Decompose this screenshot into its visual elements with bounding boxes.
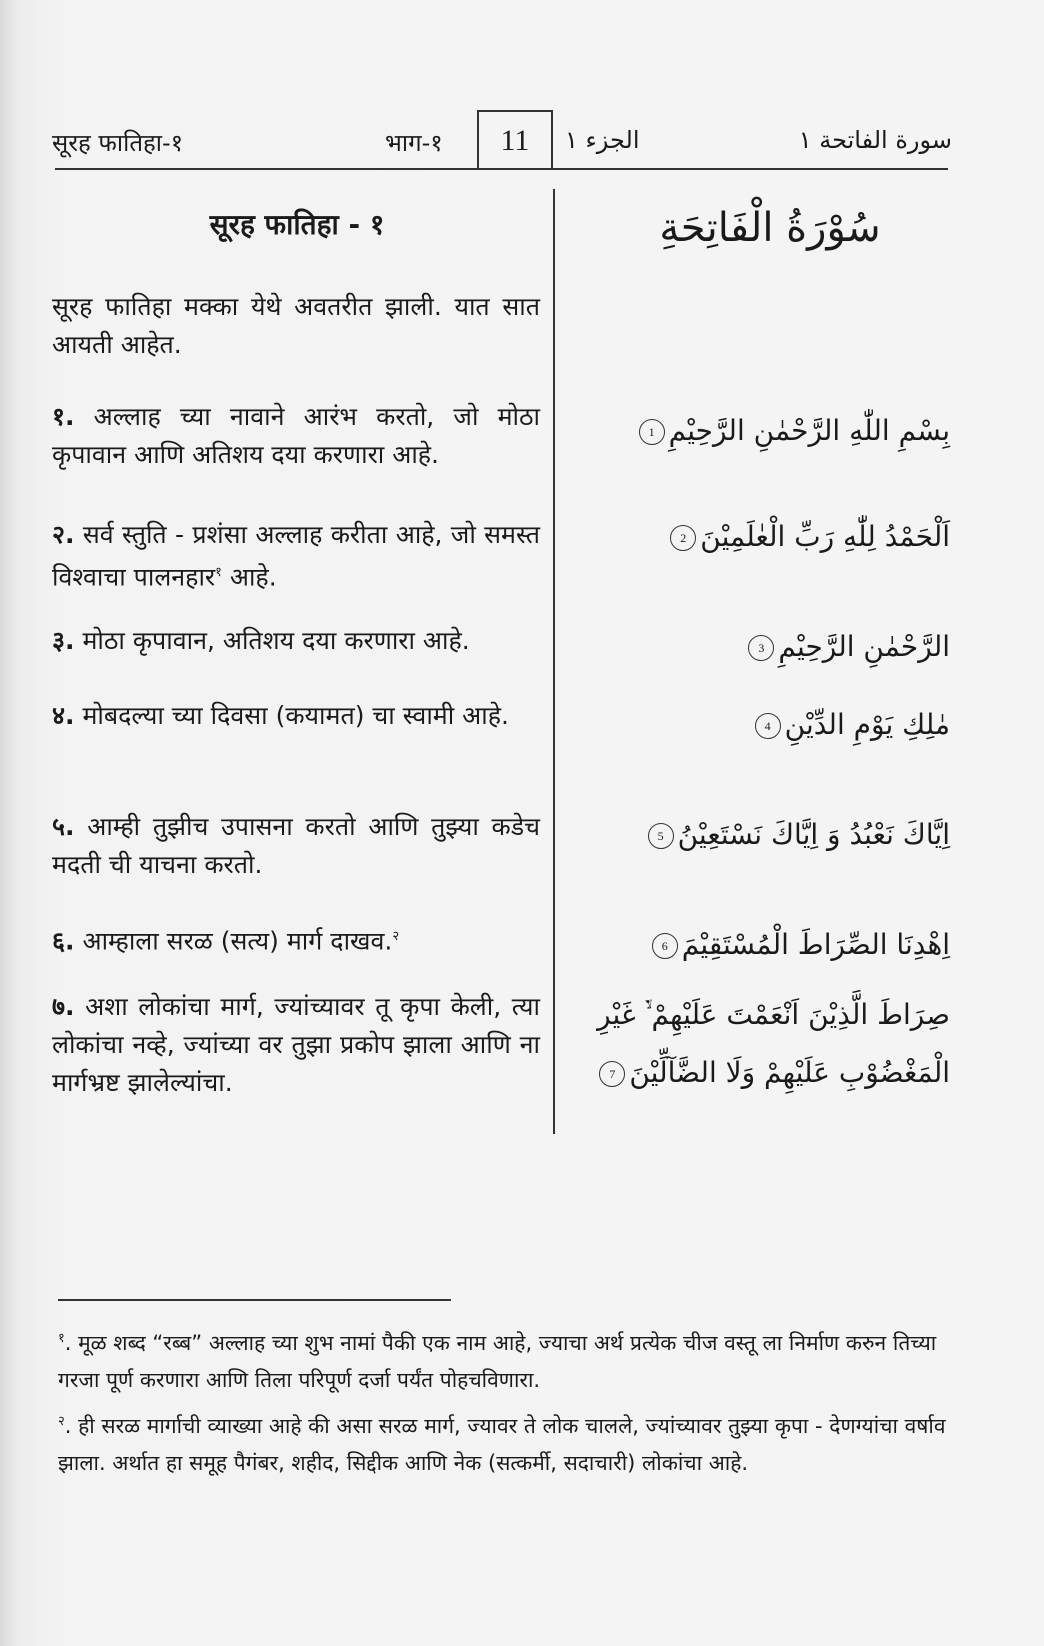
ayah-marker: 4 bbox=[755, 713, 781, 739]
verse-text: मोबदल्या च्या दिवसा (कयामत) चा स्वामी आहे. bbox=[82, 701, 509, 730]
verse-1-translation bbox=[52, 398, 540, 474]
footnote-2 bbox=[58, 1403, 960, 1482]
arabic-text: مٰلِكِ يَوْمِ الدِّيْنِ bbox=[784, 708, 950, 741]
verse-text: अल्लाह च्या नावाने आरंभ करतो, जो मोठा कृपावान आणि अतिशय दया करणारा आहे. bbox=[52, 402, 540, 469]
arabic-title: سُوْرَةُ الْفَاتِحَةِ bbox=[659, 205, 881, 251]
section-title: सूरह फातिहा - १ bbox=[209, 208, 385, 241]
verse-6-translation bbox=[52, 918, 540, 960]
ayah-marker: 1 bbox=[639, 419, 665, 445]
verse-number: ७. bbox=[52, 992, 75, 1021]
ayah-marker: 3 bbox=[748, 635, 774, 661]
ayah-marker: 6 bbox=[652, 933, 678, 959]
verse-5-arabic bbox=[580, 806, 950, 864]
footnote-1 bbox=[58, 1320, 960, 1399]
verse-7-translation bbox=[52, 988, 540, 1102]
ayah-marker: 7 bbox=[599, 1061, 625, 1087]
running-header-surah-arabic: سورة الفاتحة ١ bbox=[798, 126, 952, 154]
verse-number: ३. bbox=[52, 626, 75, 655]
arabic-text: الرَّحْمٰنِ الرَّحِيْمِ bbox=[778, 630, 950, 663]
footnote-text: . मूळ शब्द “रब्ब” अल्लाह च्या शुभ नामां पैकी एक नाम आहे, ज्याचा अर्थ प्रत्येक चीज वस्तू ला निर्माण करुन तिच्या गरजा पूर्ण करणारा आणि तिला परिपूर्ण दर्जा पर्यंत पोहचविणारा. bbox=[58, 1331, 937, 1392]
verse-number: ५. bbox=[52, 812, 75, 841]
footnote-mark: १ bbox=[58, 1331, 65, 1346]
footnote-ref: १ bbox=[215, 565, 222, 580]
intro-paragraph: सूरह फातिहा मक्का येथे अवतरीत झाली. यात सात आयती आहेत. bbox=[52, 292, 540, 359]
verse-3-translation bbox=[52, 622, 540, 660]
verse-text: आम्हाला सरळ (सत्य) मार्ग दाखव. bbox=[82, 926, 393, 956]
verse-text: आहे. bbox=[221, 562, 277, 592]
arabic-text: صِرَاطَ الَّذِيْنَ اَنْعَمْتَ عَلَيْهِمْ ۙ۬ غَيْرِ الْمَغْضُوْبِ عَلَيْهِمْ وَلَا الضَّآلِّيْنَ bbox=[597, 998, 950, 1089]
verse-text: सर्व स्तुति - प्रशंसा अल्लाह करीता आहे, जो समस्त विश्वाचा पालनहार bbox=[52, 520, 540, 592]
arabic-text: اَلْحَمْدُ لِلّٰهِ رَبِّ الْعٰلَمِيْنَ bbox=[700, 520, 950, 553]
verse-2-translation bbox=[52, 516, 540, 596]
verse-number: ४. bbox=[52, 701, 75, 730]
header-rule bbox=[55, 168, 948, 170]
column-divider bbox=[553, 189, 555, 1134]
verse-4-translation bbox=[52, 697, 540, 735]
footnote-text: . ही सरळ मार्गाची व्याख्या आहे की असा सरळ मार्ग, ज्यावर ते लोक चालले, ज्यांच्यावर तुझ्या कृपा - देणग्यांचा वर्षाव झाला. अर्थात हा समूह पैगंबर, शहीद, सिद्दीक आणि नेक (सत्कर्मी, सदाचारी) लोकांचा आहे. bbox=[58, 1414, 946, 1475]
footnote-ref: २ bbox=[392, 929, 400, 944]
verse-5-translation bbox=[52, 808, 540, 884]
verse-1-arabic bbox=[580, 402, 950, 460]
running-header-juz: الجزء ١ bbox=[565, 126, 640, 154]
verse-3-arabic bbox=[580, 618, 950, 676]
verse-text: मोठा कृपावान, अतिशय दया करणारा आहे. bbox=[82, 626, 470, 655]
verse-7-arabic bbox=[580, 986, 950, 1102]
arabic-text: اِيَّاكَ نَعْبُدُ وَ اِيَّاكَ نَسْتَعِيْنُ bbox=[677, 818, 950, 851]
footnote-rule bbox=[58, 1299, 451, 1301]
arabic-text: بِسْمِ اللّٰهِ الرَّحْمٰنِ الرَّحِيْمِ bbox=[668, 414, 950, 447]
verse-text: अशा लोकांचा मार्ग, ज्यांच्यावर तू कृपा केली, त्या लोकांचा नव्हे, ज्यांच्या वर तुझा प्रकोप झाला आणि ना मार्गभ्रष्ट झालेल्यांचा. bbox=[52, 992, 540, 1097]
footnote-mark: २ bbox=[58, 1414, 65, 1429]
page-number: 11 bbox=[477, 110, 553, 170]
verse-number: ६. bbox=[52, 926, 75, 956]
ayah-marker: 5 bbox=[648, 823, 674, 849]
verse-4-arabic bbox=[580, 696, 950, 754]
running-header-surah: सूरह फातिहा-१ bbox=[52, 129, 184, 157]
verse-6-arabic bbox=[580, 916, 950, 974]
verse-2-arabic bbox=[580, 508, 950, 566]
verse-text: आम्ही तुझीच उपासना करतो आणि तुझ्या कडेच मदती ची याचना करतो. bbox=[52, 812, 540, 879]
running-header-part: भाग-१ bbox=[385, 129, 443, 157]
arabic-text: اِهْدِنَا الصِّرَاطَ الْمُسْتَقِيْمَ bbox=[681, 928, 950, 961]
verse-number: १. bbox=[52, 402, 75, 431]
ayah-marker: 2 bbox=[670, 525, 696, 551]
verse-number: २. bbox=[52, 520, 75, 549]
